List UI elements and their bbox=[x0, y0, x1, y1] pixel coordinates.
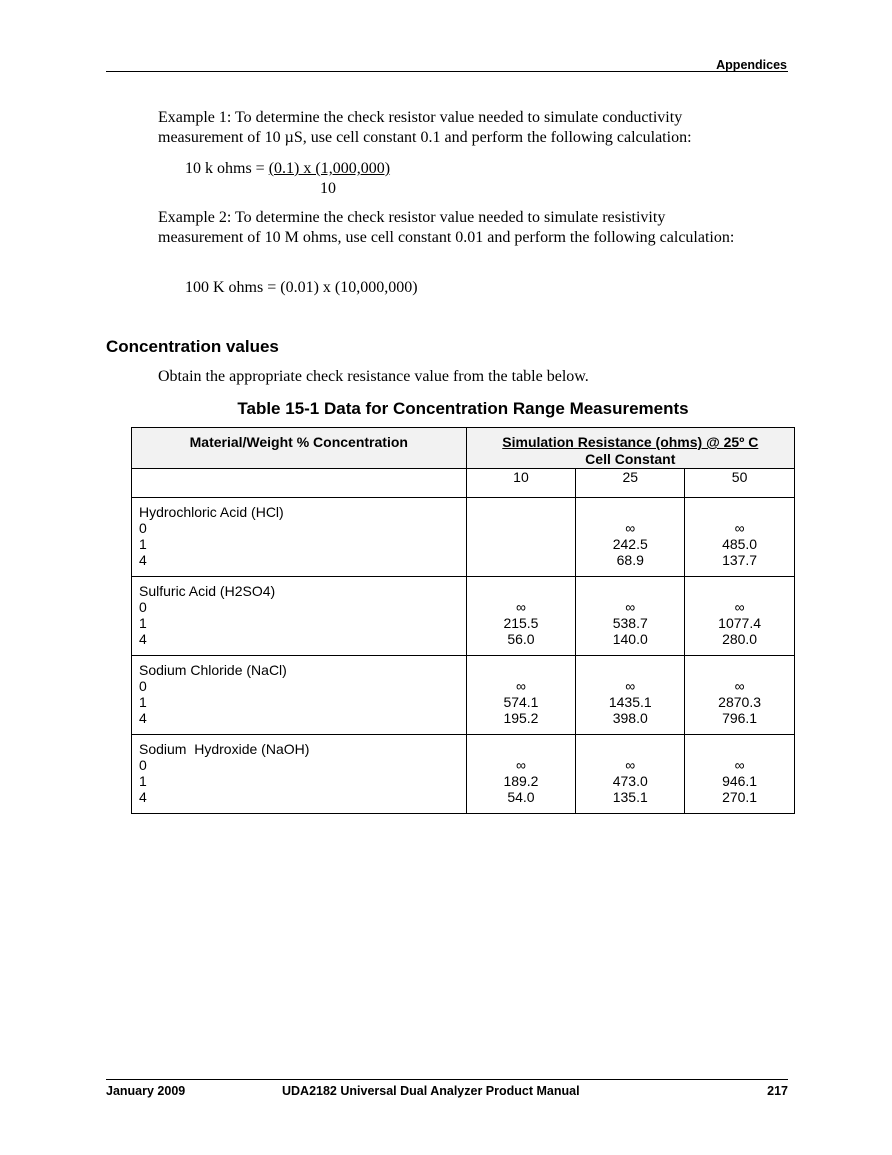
table-header-row bbox=[132, 428, 795, 469]
value-cell-10 bbox=[466, 735, 576, 814]
value: ∞ bbox=[625, 678, 636, 694]
value: 54.0 bbox=[507, 789, 535, 805]
value-cell-50 bbox=[685, 577, 795, 656]
material-name: Sodium Chloride (NaCl) bbox=[139, 662, 287, 678]
value: 137.7 bbox=[722, 552, 758, 568]
value bbox=[467, 536, 576, 552]
value: 2870.3 bbox=[718, 694, 761, 710]
page-number: 217 bbox=[767, 1084, 788, 1098]
material-column-header: Material/Weight % Concentration bbox=[132, 428, 467, 469]
concentration: 4 bbox=[139, 789, 147, 805]
value: 946.1 bbox=[722, 773, 758, 789]
value: 135.1 bbox=[612, 789, 648, 805]
value-cell-10 bbox=[466, 577, 576, 656]
value: 56.0 bbox=[507, 631, 535, 647]
value: 1435.1 bbox=[608, 694, 652, 710]
value: 1077.4 bbox=[718, 615, 761, 631]
resistance-header-line2: Cell Constant bbox=[585, 451, 676, 467]
cell-constant-25: 25 bbox=[576, 469, 685, 498]
value-cell-50 bbox=[685, 735, 795, 814]
material-name: Sulfuric Acid (H2SO4) bbox=[139, 583, 276, 599]
footer-date: January 2009 bbox=[106, 1084, 186, 1098]
running-header: Appendices bbox=[716, 58, 787, 72]
table-row bbox=[132, 577, 795, 656]
concentration: 1 bbox=[139, 536, 147, 552]
table-row bbox=[132, 735, 795, 814]
value: 140.0 bbox=[612, 631, 648, 647]
example-2-text: Example 2: To determine the check resistor value needed to simulate resistivity measurement of 10 M ohms, use cell constant 0.01 and perform the following calculation: bbox=[158, 209, 735, 246]
concentration: 0 bbox=[139, 520, 147, 536]
value: 242.5 bbox=[612, 536, 648, 552]
value: ∞ bbox=[625, 757, 636, 773]
cell-constant-row bbox=[132, 469, 795, 498]
value-cell-25 bbox=[576, 498, 685, 577]
value: 796.1 bbox=[722, 710, 758, 726]
formula-lhs: 10 k ohms = bbox=[185, 160, 269, 177]
example-2-formula: 100 K ohms = (0.01) x (10,000,000) bbox=[185, 279, 418, 296]
resistance-header-line1: Simulation Resistance (ohms) @ 25º C bbox=[502, 434, 759, 450]
value: 270.1 bbox=[722, 789, 758, 805]
value: ∞ bbox=[734, 520, 745, 536]
concentration: 0 bbox=[139, 678, 147, 694]
value: 68.9 bbox=[616, 552, 644, 568]
concentration-table bbox=[131, 427, 795, 814]
formula-numerator: (0.1) x (1,000,000) bbox=[268, 160, 391, 177]
value-cell-10 bbox=[466, 498, 576, 577]
value: ∞ bbox=[515, 678, 526, 694]
material-cell bbox=[132, 735, 467, 814]
material-name: Sodium Hydroxide (NaOH) bbox=[139, 741, 310, 757]
value-cell-25 bbox=[576, 577, 685, 656]
concentration: 1 bbox=[139, 694, 147, 710]
value: ∞ bbox=[625, 520, 636, 536]
value-cell-25 bbox=[576, 735, 685, 814]
concentration: 1 bbox=[139, 615, 147, 631]
value: 574.1 bbox=[503, 694, 539, 710]
concentration: 0 bbox=[139, 599, 147, 615]
value: ∞ bbox=[625, 599, 636, 615]
material-cell bbox=[132, 577, 467, 656]
value: 473.0 bbox=[612, 773, 648, 789]
section-intro: Obtain the appropriate check resistance value from the table below. bbox=[158, 368, 589, 385]
value bbox=[467, 552, 576, 568]
header-rule bbox=[106, 71, 788, 72]
value: 485.0 bbox=[722, 536, 758, 552]
material-cell bbox=[132, 656, 467, 735]
cell-constant-50: 50 bbox=[685, 469, 795, 498]
example-1-formula bbox=[185, 159, 390, 179]
value bbox=[467, 520, 576, 536]
table-title: Table 15-1 Data for Concentration Range Measurements bbox=[237, 399, 689, 418]
value-cell-50 bbox=[685, 656, 795, 735]
table-row bbox=[132, 656, 795, 735]
value: 280.0 bbox=[722, 631, 758, 647]
value-cell-25 bbox=[576, 656, 685, 735]
cell-constant-10: 10 bbox=[466, 469, 576, 498]
material-name: Hydrochloric Acid (HCl) bbox=[139, 504, 284, 520]
value: 195.2 bbox=[503, 710, 539, 726]
concentration: 4 bbox=[139, 631, 147, 647]
concentration: 0 bbox=[139, 757, 147, 773]
value: 538.7 bbox=[612, 615, 648, 631]
table-row bbox=[132, 498, 795, 577]
concentration: 4 bbox=[139, 710, 147, 726]
section-heading: Concentration values bbox=[106, 337, 279, 356]
material-cell bbox=[132, 498, 467, 577]
concentration: 1 bbox=[139, 773, 147, 789]
value: ∞ bbox=[515, 757, 526, 773]
formula-denominator: 10 bbox=[320, 180, 336, 197]
value: ∞ bbox=[515, 599, 526, 615]
concentration: 4 bbox=[139, 552, 147, 568]
value-cell-10 bbox=[466, 656, 576, 735]
resistance-column-header bbox=[466, 428, 794, 469]
value: 398.0 bbox=[612, 710, 648, 726]
blank-cell bbox=[132, 469, 467, 498]
value-cell-50 bbox=[685, 498, 795, 577]
footer-manual-title: UDA2182 Universal Dual Analyzer Product Manual bbox=[282, 1084, 580, 1098]
footer-rule bbox=[106, 1079, 788, 1080]
value: ∞ bbox=[734, 599, 745, 615]
value: 215.5 bbox=[503, 615, 539, 631]
example-1-text: Example 1: To determine the check resistor value needed to simulate conductivity measurement of 10 µS, use cell constant 0.1 and perform the following calculation: bbox=[158, 109, 692, 146]
value: ∞ bbox=[734, 757, 745, 773]
value: ∞ bbox=[734, 678, 745, 694]
value: 189.2 bbox=[503, 773, 539, 789]
